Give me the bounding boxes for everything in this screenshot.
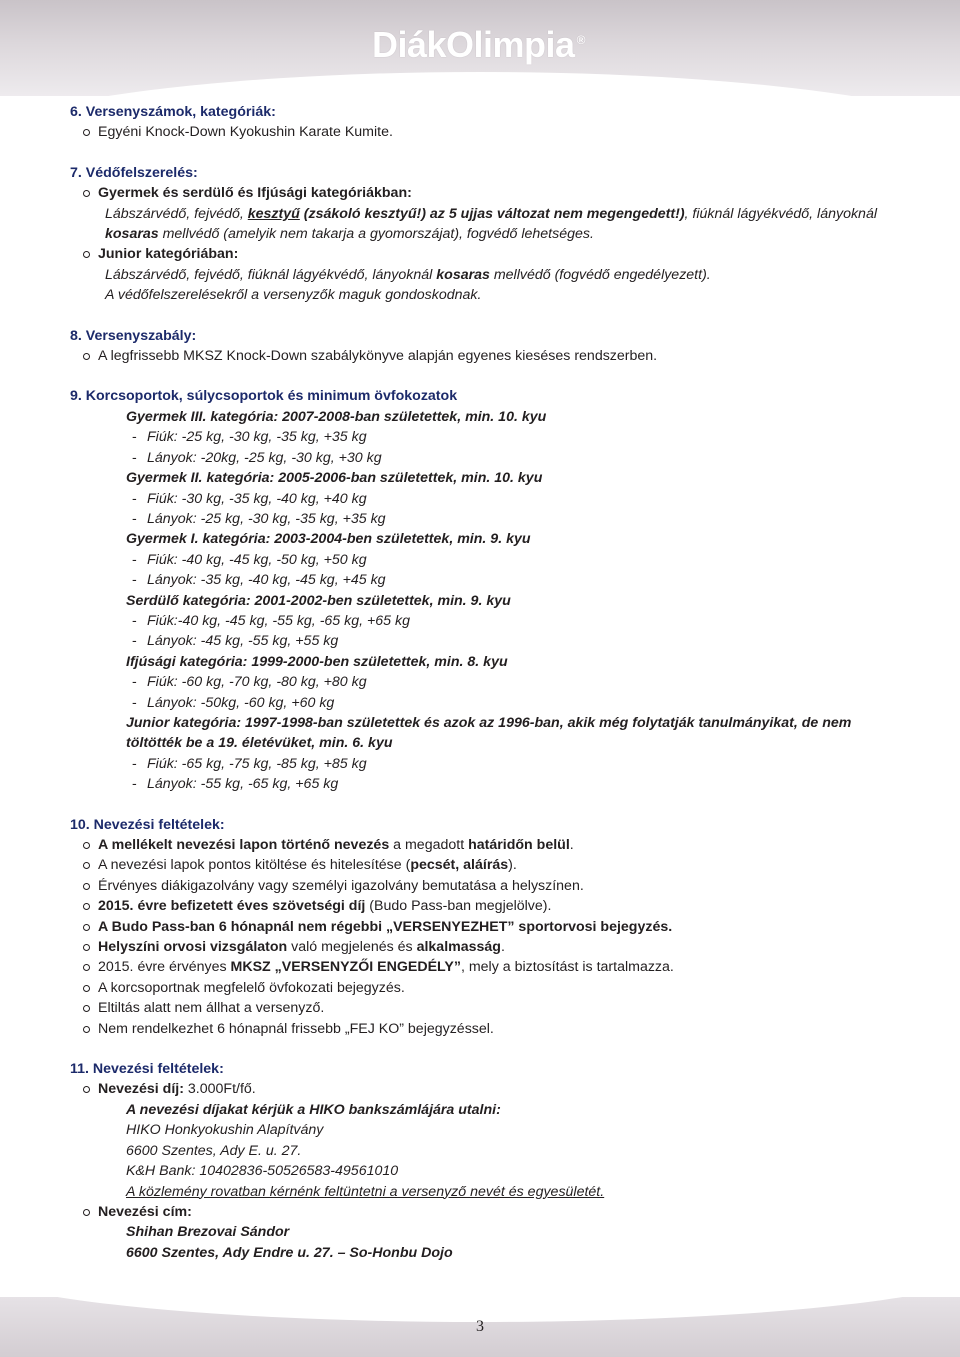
category-gyermek-1: Gyermek I. kategória: 2003-2004-ben születettek, min. 9. kyu [126,531,531,548]
list-item: A korcsoportnak megfelelő övfokozati bejegyzés. [70,978,910,998]
equipment-line-3: Lábszárvédő, fejvédő, fiúknál lágyékvédő, lányoknál kosaras mellvédő (fogvédő engedélyezett). [105,266,711,283]
transfer-instruction: A nevezési díjakat kérjük a HIKO bankszámlájára utalni: [126,1101,501,1118]
document-body [70,102,910,1263]
list-item: A Budo Pass-ban 6 hónapnál nem régebbi „VERSENYEZHET” sportorvosi bejegyzés. [70,917,910,937]
section-7-list-junior [70,244,910,264]
list-item: A mellékelt nevezési lapon történő nevezés a megadott határidőn belül. [70,835,910,855]
weight-row: - Lányok: -55 kg, -65 kg, +65 kg [132,776,339,793]
list-item: Egyéni Knock-Down Kyokushin Karate Kumite. [70,122,910,142]
section-6-list [70,122,910,142]
list-item: Gyermek és serdülő és Ifjúsági kategóriákban: [70,183,910,203]
weight-row: - Fiúk:-40 kg, -45 kg, -55 kg, -65 kg, +65 kg [132,612,410,629]
weight-row: - Fiúk: -25 kg, -30 kg, -35 kg, +35 kg [132,429,367,446]
dojo-address: 6600 Szentes, Ady Endre u. 27. – So-Honbu Dojo [126,1244,453,1261]
equipment-line-4: A védőfelszerelésekről a versenyzők maguk gondoskodnak. [105,287,482,304]
section-9-title: 9. Korcsoportok, súlycsoportok és minimum övfokozatok [70,388,458,405]
diakolimpia-logo: DiákOlimpia ® [372,24,585,65]
category-gyermek-2: Gyermek II. kategória: 2005-2006-ban születettek, min. 10. kyu [126,470,543,487]
weight-row: - Fiúk: -40 kg, -45 kg, -50 kg, +50 kg [132,551,367,568]
contact-person: Shihan Brezovai Sándor [126,1224,290,1241]
page-number: 3 [476,1318,484,1335]
section-10-title: 10. Nevezési feltételek: [70,816,225,833]
equipment-line-2: kosaras mellvédő (amelyik nem takarja a gyomorszájat), fogvédő lehetséges. [105,226,594,243]
list-item: Nem rendelkezhet 6 hónapnál frissebb „FEJ KO” bejegyzéssel. [70,1019,910,1039]
list-item: A legfrissebb MKSZ Knock-Down szabálykönyve alapján egyenes kieséses rendszerben. [70,346,910,366]
section-11-list [70,1079,910,1099]
weight-row: - Lányok: -20kg, -25 kg, -30 kg, +30 kg [132,449,382,466]
section-11-list-address [70,1202,910,1222]
category-serdulo: Serdülő kategória: 2001-2002-ben születettek, min. 9. kyu [126,592,511,609]
category-ifjusagi: Ifjúsági kategória: 1999-2000-ben születettek, min. 8. kyu [126,653,508,670]
weight-row: - Lányok: -50kg, -60 kg, +60 kg [132,694,335,711]
list-item: Junior kategóriában: [70,244,910,264]
weight-row: - Fiúk: -30 kg, -35 kg, -40 kg, +40 kg [132,490,367,507]
equipment-line-1: Lábszárvédő, fejvédő, kesztyű (zsákoló kesztyű!) az 5 ujjas változat nem megengedett!), fiúknál lágyékvédő, lányoknál [105,205,877,222]
category-junior: Junior kategória: 1997-1998-ban születettek és azok az 1996-ban, akik még folytatják tanulmányikat, de nem [126,714,852,731]
list-item: Eltiltás alatt nem állhat a versenyző. [70,998,910,1018]
list-item: 2015. évre érvényes MKSZ „VERSENYZŐI ENGEDÉLY”, mely a biztosítást is tartalmazza. [70,957,910,977]
category-junior-cont: töltötték be a 19. életévüket, min. 6. kyu [126,735,393,752]
list-item: Helyszíni orvosi vizsgálaton való megjelenés és alkalmasság. [70,937,910,957]
weight-row: - Fiúk: -60 kg, -70 kg, -80 kg, +80 kg [132,674,367,691]
list-item: A nevezési lapok pontos kitöltése és hitelesítése (pecsét, aláírás). [70,855,910,875]
organization-address: 6600 Szentes, Ady E. u. 27. [126,1142,302,1159]
section-8-list [70,346,910,366]
transfer-note: A közlemény rovatban kérnénk feltüntetni a versenyző nevét és egyesületét. [126,1183,605,1200]
list-item: Nevezési cím: [70,1202,910,1222]
section-6-title: 6. Versenyszámok, kategóriák: [70,104,276,120]
weight-row: - Lányok: -35 kg, -40 kg, -45 kg, +45 kg [132,572,386,589]
section-10-list [70,835,910,1039]
section-7-list [70,183,910,203]
section-8-title: 8. Versenyszabály: [70,327,197,344]
weight-row: - Lányok: -45 kg, -55 kg, +55 kg [132,633,339,650]
section-11-title: 11. Nevezési feltételek: [70,1061,224,1078]
bank-account: K&H Bank: 10402836-50526583-49561010 [126,1163,399,1180]
category-gyermek-3: Gyermek III. kategória: 2007-2008-ban születettek, min. 10. kyu [126,408,547,425]
list-item: Érvényes diákigazolvány vagy személyi igazolvány bemutatása a helyszínen. [70,876,910,896]
weight-row: - Fiúk: -65 kg, -75 kg, -85 kg, +85 kg [132,755,367,772]
weight-row: - Lányok: -25 kg, -30 kg, -35 kg, +35 kg [132,510,386,527]
section-7-title: 7. Védőfelszerelés: [70,164,198,181]
organization-name: HIKO Honkyokushin Alapítvány [126,1122,324,1139]
list-item: 2015. évre befizetett éves szövetségi díj (Budo Pass-ban megjelölve). [70,896,910,916]
list-item: Nevezési díj: 3.000Ft/fő. [70,1079,910,1099]
